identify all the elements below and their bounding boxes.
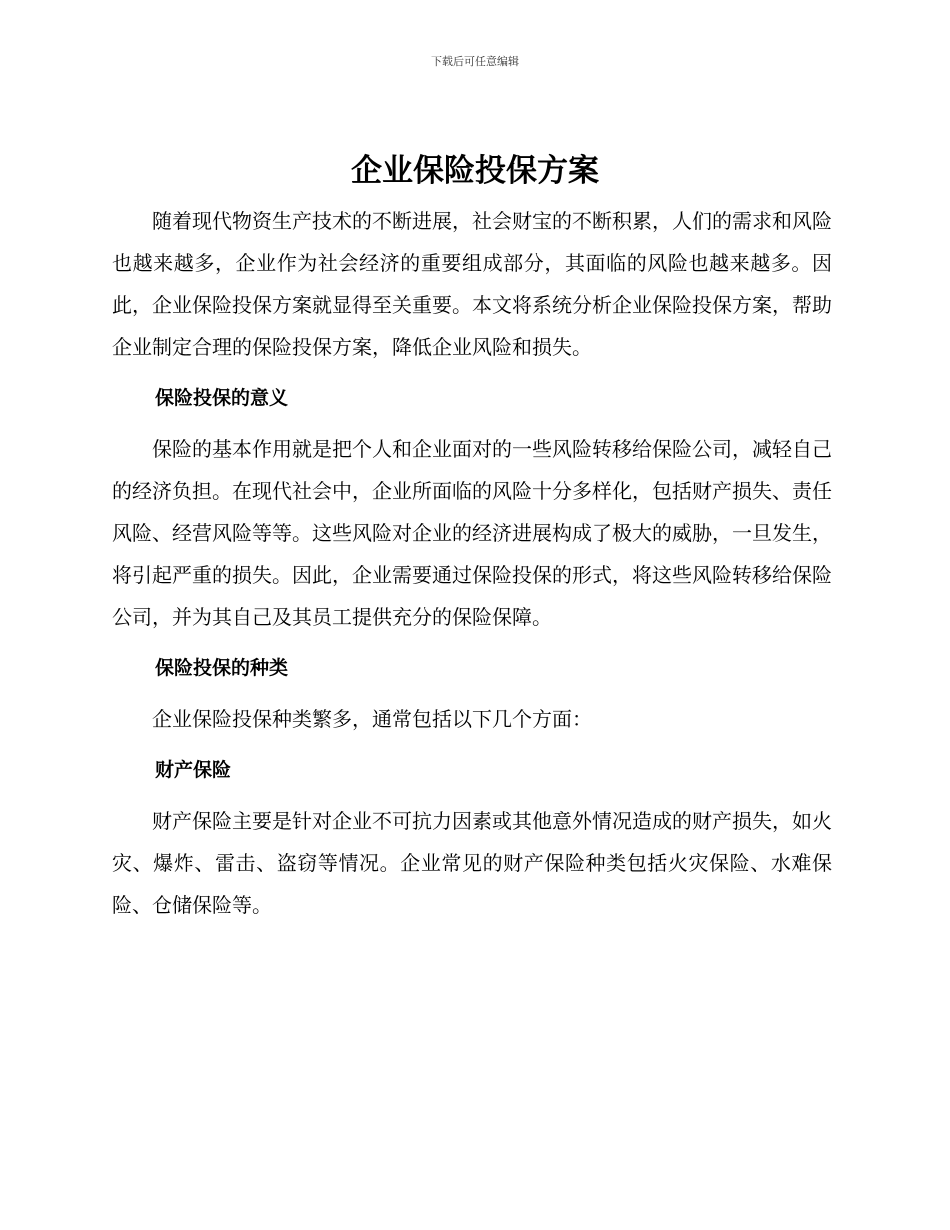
page-header-note: 下载后可任意编辑 [431,55,519,68]
significance-paragraph: 保险的基本作用就是把个人和企业面对的一些风险转移给保险公司，减轻自己的经济负担。在现代社会中，企业所面临的风险十分多样化，包括财产损失、责任风险、经营风险等等。这些风险对企业的经济进展构成了极大的威胁，一旦发生，将引起严重的损失。因此，企业需要通过保险投保的形式，将这些风险转移给保险公司，并为其自己及其员工提供充分的保险保障。 [112,437,832,629]
property-insurance-paragraph: 财产保险主要是针对企业不可抗力因素或其他意外情况造成的财产损失，如火灾、爆炸、雷击、盗窃等情况。企业常见的财产保险种类包括火灾保险、水难保险、仓储保险等。 [112,809,832,917]
document-title: 企业保险投保方案 [351,153,599,189]
section-heading-significance: 保险投保的意义 [155,387,289,409]
section-heading-types: 保险投保的种类 [155,657,289,679]
intro-paragraph: 随着现代物资生产技术的不断进展，社会财宝的不断积累，人们的需求和风险也越来越多，企业作为社会经济的重要组成部分，其面临的风险也越来越多。因此，企业保险投保方案就显得至关重要。本文将系统分析企业保险投保方案，帮助企业制定合理的保险投保方案，降低企业风险和损失。 [112,209,832,359]
types-paragraph: 企业保险投保种类繁多，通常包括以下几个方面： [152,707,592,731]
section-heading-property-insurance: 财产保险 [155,759,232,781]
document-body [112,200,832,926]
